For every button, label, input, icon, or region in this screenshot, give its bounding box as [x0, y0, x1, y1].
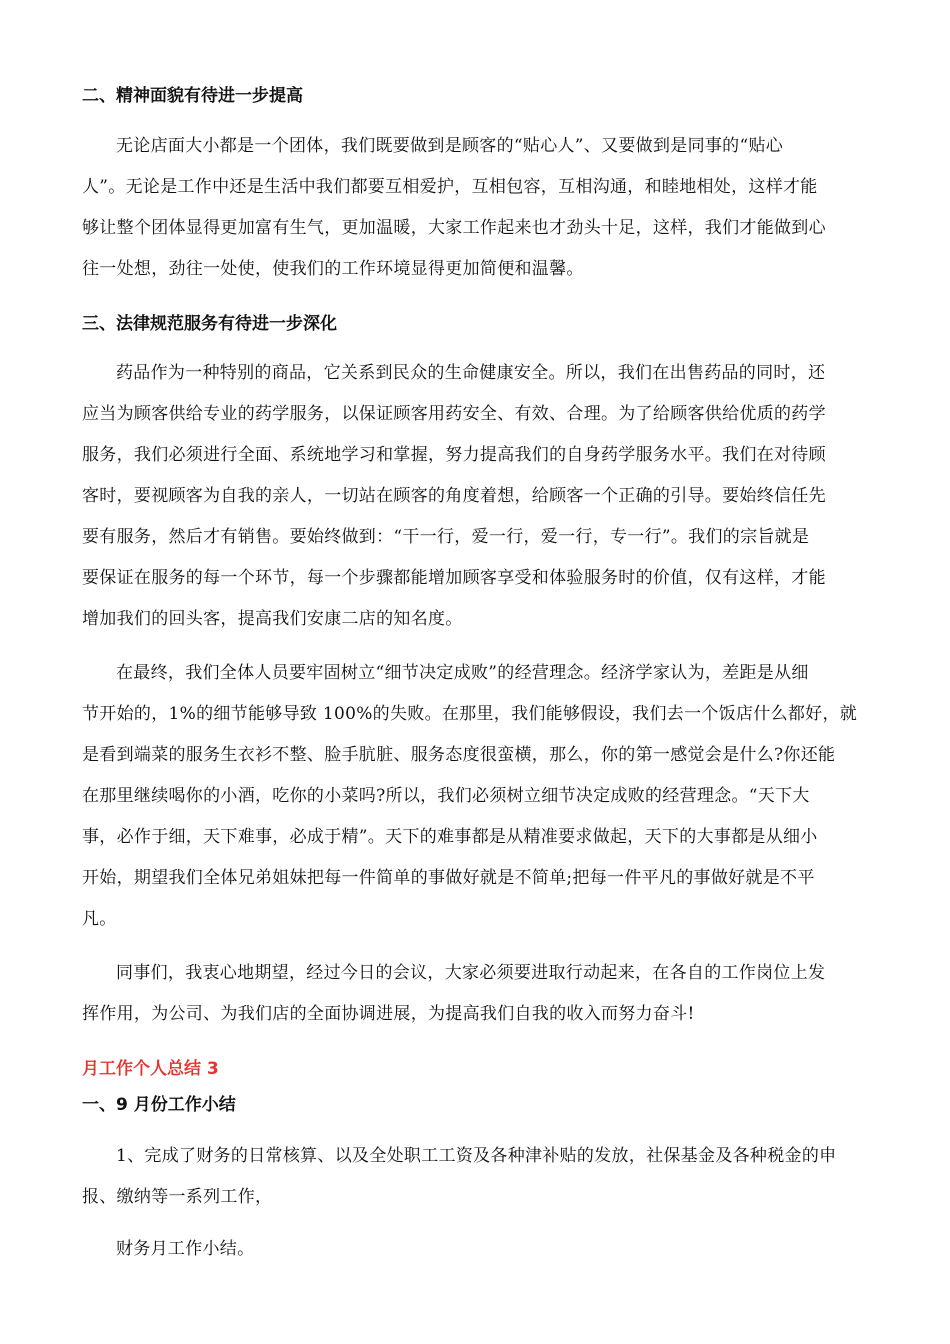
section-heading-spirit: 二、精神面貌有待进一步提高 — [82, 86, 303, 106]
paragraph-line: 事，必作于细，天下难事，必成于精”。天下的难事都是从精准要求做起，天下的大事都是从细小 — [82, 827, 818, 847]
paragraph-closing — [82, 953, 860, 1035]
sub-heading-september: 一、9 月份工作小结 — [82, 1095, 236, 1115]
paragraph-line: 财务月工作小结。 — [116, 1239, 255, 1259]
section-heading-legal-service: 三、法律规范服务有待进一步深化 — [82, 314, 337, 334]
paragraph-line: 无论店面大小都是一个团体，我们既要做到是顾客的“贴心人”、又要做到是同事的“贴心 — [116, 136, 784, 156]
paragraph-line: 客时，要视顾客为自我的亲人，一切站在顾客的角度着想，给顾客一个正确的引导。要始终信任先 — [82, 486, 826, 506]
paragraph-line: 够让整个团体显得更加富有生气，更加温暖，大家工作起来也才劲头十足，这样，我们才能做到心 — [82, 218, 826, 238]
paragraph-line: 服务，我们必须进行全面、系统地学习和掌握，努力提高我们的自身药学服务水平。我们在对待顾 — [82, 445, 826, 465]
paragraph-line: 应当为顾客供给专业的药学服务，以保证顾客用药安全、有效、合理。为了给顾客供给优质的药学 — [82, 404, 826, 424]
paragraph-line: 节开始的，1%的细节能够导致 100%的失败。在那里，我们能够假设，我们去一个饭店什么都好，就 — [82, 704, 858, 724]
paragraph-line: 在最终，我们全体人员要牢固树立“细节决定成败”的经营理念。经济学家认为，差距是从细 — [116, 663, 809, 683]
paragraph-line: 1、完成了财务的日常核算、以及全处职工工资及各种津补贴的发放，社保基金及各种税金的申 — [116, 1146, 837, 1166]
paragraph-line: 报、缴纳等一系列工作， — [82, 1187, 273, 1207]
paragraph-line: 开始，期望我们全体兄弟姐妹把每一件简单的事做好就是不简单;把每一件平凡的事做好就是不平 — [82, 868, 815, 888]
paragraph-finance-work — [82, 1136, 860, 1218]
paragraph-spirit — [82, 126, 860, 290]
paragraph-line: 在那里继续喝你的小酒，吃你的小菜吗?所以，我们必须树立细节决定成败的经营理念。“天下大 — [82, 786, 810, 806]
paragraph-line: 往一处想，劲往一处使，使我们的工作环境显得更加简便和温馨。 — [82, 259, 584, 279]
paragraph-line: 增加我们的回头客，提高我们安康二店的知名度。 — [82, 609, 463, 629]
paragraph-line: 要保证在服务的每一个环节，每一个步骤都能增加顾客享受和体验服务时的价值，仅有这样，才能 — [82, 568, 826, 588]
paragraph-line: 药品作为一种特别的商品，它关系到民众的生命健康安全。所以，我们在出售药品的同时，还 — [116, 363, 826, 383]
paragraph-finance-summary — [82, 1229, 860, 1270]
paragraph-pharmacy-service — [82, 353, 860, 640]
paragraph-line: 凡。 — [82, 909, 117, 929]
paragraph-line: 人”。无论是工作中还是生活中我们都要互相爱护，互相包容，互相沟通，和睦地相处，这样才能 — [82, 177, 818, 197]
paragraph-line: 同事们，我衷心地期望，经过今日的会议，大家必须要进取行动起来，在各自的工作岗位上发 — [116, 963, 826, 983]
paragraph-line: 挥作用，为公司、为我们店的全面协调进展，为提高我们自我的收入而努力奋斗! — [82, 1004, 695, 1024]
paragraph-line: 要有服务，然后才有销售。要始终做到：“干一行，爱一行，爱一行，专一行”。我们的宗旨就是 — [82, 527, 810, 547]
article-title: 月工作个人总结 3 — [82, 1059, 219, 1079]
paragraph-details-matter — [82, 653, 860, 940]
paragraph-line: 是看到端菜的服务生衣衫不整、脸手肮脏、服务态度很蛮横，那么，你的第一感觉会是什么?你还能 — [82, 745, 836, 765]
